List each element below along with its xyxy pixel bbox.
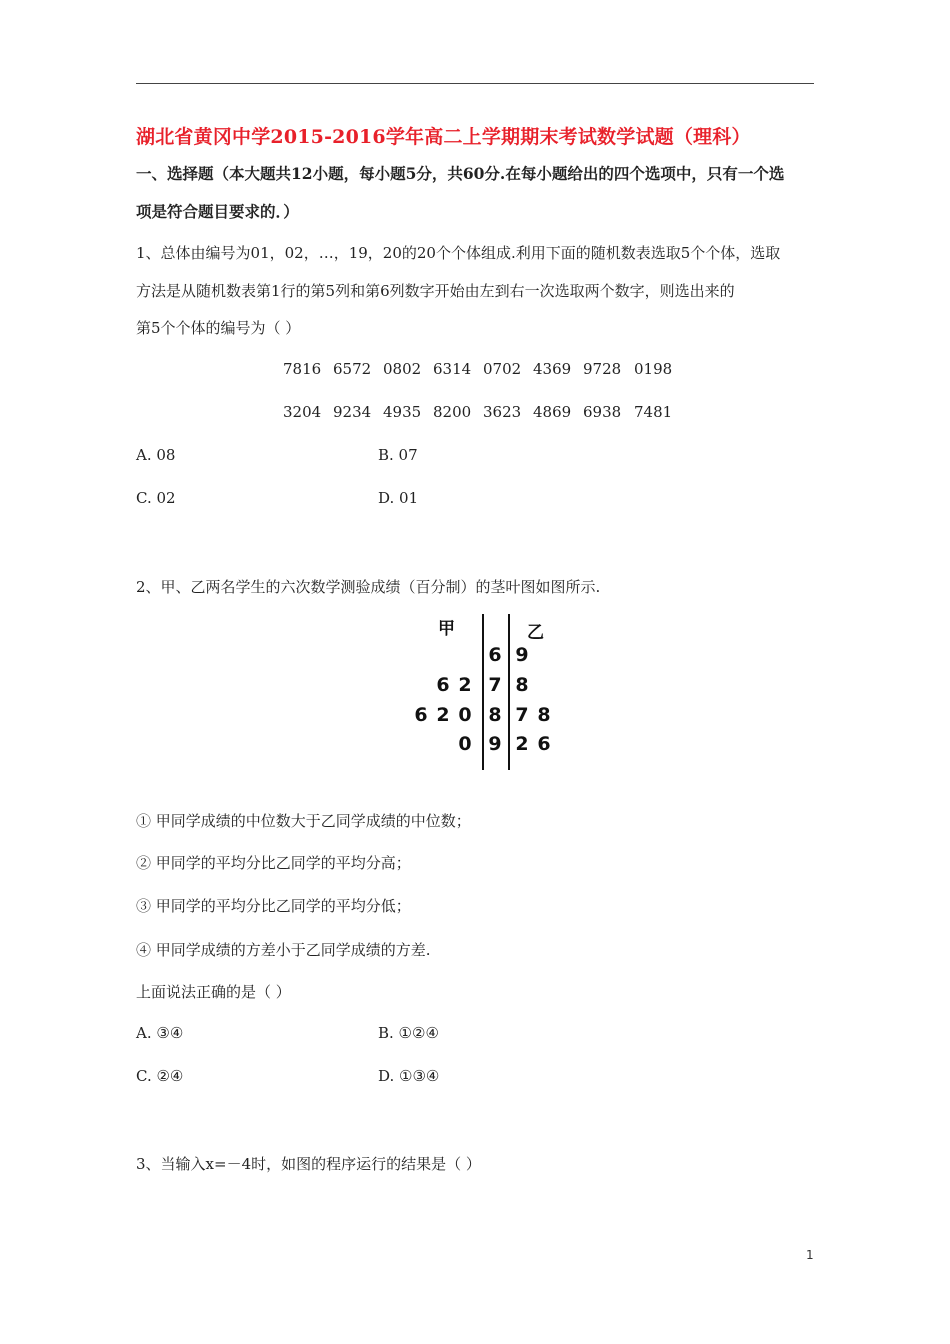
q1-option-c: C. 02 xyxy=(136,489,176,507)
header-rule xyxy=(136,83,814,84)
rand-cell: 7816 xyxy=(283,360,322,378)
rand-cell: 6938 xyxy=(583,403,622,421)
rand-cell: 0802 xyxy=(383,360,422,378)
q1-option-d: D. 01 xyxy=(378,489,419,507)
rand-cell: 9728 xyxy=(583,360,622,378)
left-leaf: 6 xyxy=(436,674,450,696)
rand-cell: 8200 xyxy=(433,403,472,421)
q2-option-b: B. ①②④ xyxy=(378,1024,439,1042)
q2-statement-1: ① 甲同学成绩的中位数大于乙同学成绩的中位数； xyxy=(136,812,471,830)
rand-cell: 3623 xyxy=(483,403,522,421)
rand-cell: 9234 xyxy=(333,403,372,421)
stem-value: 6 xyxy=(488,644,502,666)
q1-option-b: B. 07 xyxy=(378,446,418,464)
q2-intro: 2、甲、乙两名学生的六次数学测验成绩（百分制）的茎叶图如图所示. xyxy=(136,578,601,596)
q2-question: 上面说法正确的是（ ） xyxy=(136,983,291,1001)
stem-value: 8 xyxy=(488,704,502,726)
right-leaf: 6 xyxy=(537,733,551,755)
right-leaf: 8 xyxy=(537,704,551,726)
rand-cell: 3204 xyxy=(283,403,322,421)
right-leaf: 2 xyxy=(515,733,529,755)
section-heading-line1: 一、选择题（本大题共12小题，每小题5分，共60分.在每小题给出的四个选项中，只有一个选 xyxy=(136,164,785,183)
left-leaf: 6 xyxy=(414,704,428,726)
rand-cell: 0702 xyxy=(483,360,522,378)
rand-cell: 6314 xyxy=(433,360,472,378)
page-number: 1 xyxy=(806,1248,814,1262)
left-leaf: 0 xyxy=(458,733,472,755)
stem-divider-right xyxy=(508,614,510,770)
rand-cell: 4869 xyxy=(533,403,572,421)
q1-line3: 第5个个体的编号为（ ） xyxy=(136,319,301,337)
q2-option-d: D. ①③④ xyxy=(378,1067,440,1085)
left-leaf: 2 xyxy=(458,674,472,696)
q1-line1: 1、总体由编号为01，02，…，19，20的20个个体组成.利用下面的随机数表选取5个个体，选取 xyxy=(136,244,781,262)
stem-value: 7 xyxy=(488,674,502,696)
rand-cell: 4369 xyxy=(533,360,572,378)
q2-option-c: C. ②④ xyxy=(136,1067,184,1085)
q3-line1: 3、当输入x=－4时，如图的程序运行的结果是（ ） xyxy=(136,1155,481,1173)
rand-cell: 4935 xyxy=(383,403,422,421)
rand-cell: 0198 xyxy=(634,360,673,378)
q2-statement-3: ③ 甲同学的平均分比乙同学的平均分低； xyxy=(136,897,411,915)
stem-leaf-right-header: 乙 xyxy=(527,623,544,643)
stem-leaf-left-header: 甲 xyxy=(438,619,455,639)
q1-line2: 方法是从随机数表第1行的第5列和第6列数字开始由左到右一次选取两个数字，则选出来的 xyxy=(136,282,735,300)
page-title: 湖北省黄冈中学2015-2016学年高二上学期期末考试数学试题（理科） xyxy=(136,126,751,148)
rand-cell: 6572 xyxy=(333,360,372,378)
stem-divider-left xyxy=(482,614,484,770)
q2-statement-4: ④ 甲同学成绩的方差小于乙同学成绩的方差. xyxy=(136,941,431,959)
right-leaf: 9 xyxy=(515,644,529,666)
left-leaf: 2 xyxy=(436,704,450,726)
q2-statement-2: ② 甲同学的平均分比乙同学的平均分高； xyxy=(136,854,411,872)
right-leaf: 8 xyxy=(515,674,529,696)
section-heading-line2: 项是符合题目要求的．） xyxy=(136,202,299,221)
stem-value: 9 xyxy=(488,733,502,755)
q1-option-a: A. 08 xyxy=(136,446,176,464)
right-leaf: 7 xyxy=(515,704,529,726)
q2-option-a: A. ③④ xyxy=(136,1024,184,1042)
rand-cell: 7481 xyxy=(634,403,673,421)
left-leaf: 0 xyxy=(458,704,472,726)
